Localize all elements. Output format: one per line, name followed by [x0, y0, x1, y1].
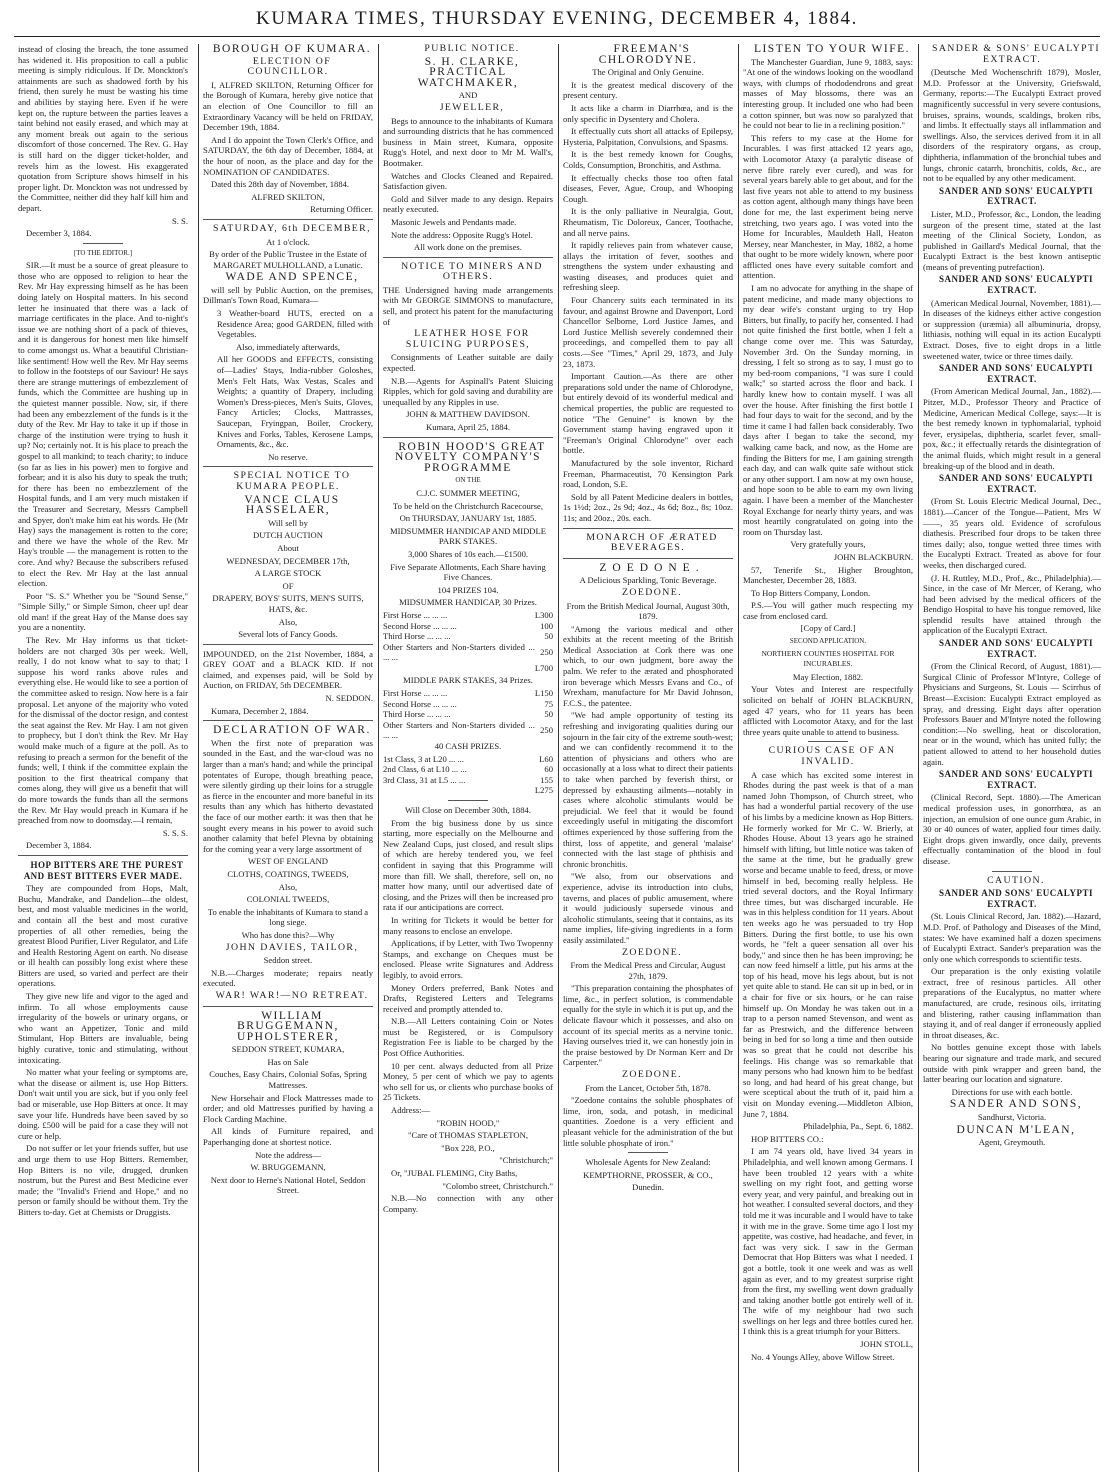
prize-table-heading: MIDDLE PARK STAKES, 34 Prizes. [403, 675, 533, 686]
ad-text: In writing for Tickets it would be better for many reasons to enclose an envelope. [383, 914, 553, 936]
ad-text: (From St. Louis Electric Medical Journal, Dec., 1881).—Cancer of the Tongue—Patient, Mrs W——, 35 years old. Evidence of scrofulous diathesis. Prescribed four drops to be taken three times daily; also, tongue wetted three times with the Eucalypti Extract. Treated as above for four weeks, then discharged cured. [923, 496, 1101, 570]
ad-text: Do not suffer or let your friends suffer, but use and urge them to use Hop Bitters. Remember, Hop Bitters is no vile, drugged, drunken nostrum, but the Purest and Best Medicine ever made; the "Invalid's Friend and Hope," and no person or family should be without them. Try the Bitters to-day. Get at Chemists or Druggists. [18, 1143, 188, 1217]
robin-hood-heading: ROBIN HOOD'S GREAT NOVELTY COMPANY'S PROGRAMME [394, 440, 546, 474]
to-the-editor: [TO THE EDITOR.] [73, 248, 133, 257]
divider [203, 466, 373, 467]
prize-label: Second Horse ... ... ... [383, 698, 457, 709]
zoedone-subheading: ZOEDONE. [622, 946, 682, 958]
sale-items [217, 354, 373, 449]
ad-text: "This preparation containing the phosphates of lime, &c., in perfect solution, is commendable equally for the style in which it is put up, and the delicate flavour which it possesses, and also on account of its special merits as a nervine tonic. Having ourselves tried it, we can honestly join in the praise bestowed by Dr Norman Kerr and Dr Carpenter." [563, 983, 733, 1068]
prize-total: L700 [534, 662, 553, 673]
sander-subheading: SANDER AND SONS' EUCALYPTI EXTRACT. [939, 185, 1093, 207]
ad-text: "Colombo street, Christchurch." [442, 1180, 553, 1191]
ad-text: 3,000 Shares of 10s each.—£1500. [407, 548, 529, 559]
ad-text: ON THE [455, 476, 481, 485]
ad-text: 57, Tenerife St., Higher Broughton, Manchester, December 28, 1883. [743, 564, 913, 586]
ad-text: Seddon street. [263, 955, 313, 966]
ad-text: 104 PRIZES 104. [437, 584, 499, 595]
divider [383, 437, 553, 438]
ad-text: N.B.—Agents for Aspinall's Patent Sluicing Ripples, which for gold saving and durability are unequalled by any Ripples in use. [383, 375, 553, 407]
notice-text: Will sell by [268, 517, 308, 528]
sander-subheading: SANDER AND SONS' EUCALYPTI EXTRACT. [939, 888, 1093, 909]
prize-value: 250 [540, 646, 553, 657]
ad-text: A Delicious Sparkling, Tonic Beverage. [579, 575, 717, 586]
prize-value: 100 [540, 620, 553, 631]
ad-text: JEWELLER, [439, 101, 505, 113]
ad-text: Who has done this?—Why [241, 929, 335, 940]
ad-text: On THURSDAY, JANUARY 1st, 1885. [399, 513, 537, 524]
ad-text: "Among the various medical and other exhibits at the recent meeting of the British Medical Association at Cork there was one which, to our own judgment, bore away the palm. We refer to the ærated and phosphorated iron beverage which Messrs Evans and Co., of Wrexham, manufacture for Mr David Johnson, F.C.S., the patentee. [563, 623, 733, 708]
sander-heading: SANDER & SONS' EUCALYPTI EXTRACT. [931, 44, 1100, 65]
tailor-name: JOHN DAVIES, TAILOR, [225, 941, 359, 953]
ad-text: Wholesale Agents for New Zealand: [585, 1157, 711, 1168]
prize-value: 75 [544, 698, 553, 709]
ad-text: To Hop Bitters Company, London. [751, 587, 871, 598]
masthead-rule [14, 36, 1100, 37]
notice-text: A LARGE STOCK [254, 568, 322, 579]
hop-bitters-heading: HOP BITTERS ARE THE PUREST AND BEST BITTERS EVER MADE. [23, 859, 184, 881]
ad-text: JOHN STOLL, [860, 1339, 913, 1350]
newspaper-columns [18, 44, 1100, 1472]
ad-text: It is the greatest medical discovery of the present century. [563, 79, 733, 101]
sander-signature: SANDER AND SONS, [949, 1098, 1083, 1111]
ad-text: I am no advocate for anything in the shape of patent medicine, and made many objections to my dear wife's constant urging to try Hop Bitters, but finally, to pacify her, consented. I had not quite finished the first bottle, when I felt a change come over me. This was Saturday, November 3rd. On the Sunday morning, in dressing, I felt so strong as to say, I must go to my bed-room companions, "I was sure I could walk;" so started across the floor and back. I hardly knew how to contain myself. I was all over the house. After finishing the first bottle I had four days to wait for the second, and by the time it came I had fallen back considerably. Two days after I began to take the second, my walking came back, and now, as the Home are finding the Bitters for me, I am gaining strength each day, and can walk quite safe without stick or any other support. I am now at my own house, and hope soon to be able to earn my own living again. I have been a member of the Manchester Royal Exchange for nearly thirty years, and was most heartily congratulated on going into the room on Thursday last. [743, 283, 913, 537]
letter-signature: S. S. [171, 215, 188, 226]
column-6 [918, 44, 1101, 1472]
ad-text: "We also, from our observations and experience, advise its introduction into clubs, taverns, and places of public amusement, where it would judiciously supersede vinous and alcoholic stimulants, seeing that it contains, as its name implies, life-giving ingredients in a form easily assimilated." [563, 871, 733, 945]
ad-text: Has on Sale [267, 1056, 309, 1067]
prize-value: L60 [539, 753, 553, 764]
ad-text: Lister, M.D., Professor, &c., London, the leading surgeon of the present time, stated at the last meeting of the Clinical Society, London, as published in Gaillard's Medical Journal, that the Eucalypti Extract is the best known antiseptic (means of preventing putrefaction). [923, 208, 1101, 272]
prize-label: First Horse ... ... ... [383, 609, 448, 620]
ad-text: WEST OF ENGLAND [247, 856, 329, 867]
war-slogan: WAR! WAR!—NO RETREAT. [215, 989, 369, 1001]
column-4 [558, 44, 733, 1472]
prize-row [383, 709, 553, 720]
ad-text: 10 per cent. always deducted from all Prize Money, 5 per cent of which we pay to agents who sell for us, or clients who purchase books of 25 Tickets. [383, 1060, 553, 1103]
ad-text: "ROBIN HOOD," [436, 1117, 500, 1128]
ad-text: I am 74 years old, have lived 34 years in Philadelphia, and well known among Germans. I have been troubled 12 years with a white swelling on my right foot, and getting worse every year, and very painful, and breaking out in hot weather. I consulted several doctors, and they told me it was incurable and I would have to take it with me in the grave. Some time ago I lost my appetite, was costive, had headache, and fever, in fact was very sick. I saw in the German Democrat that Hop Bitters was what I needed. I got a bottle, took it one week and was as well again as ever, and to my greatest surprise right from the first, my swelling went down gradually and taking another bottle got entirely well of it. The wife of my neighbour had two such swellings on her legs and three bottles cured her. I think this is a great triumph for your Bitters. [743, 1146, 913, 1337]
ad-text: This refers to my case at the Home for Incurables. I was first attacked 12 years ago, with Locomotor Ataxy (a paralytic disease of nerve fibre rarely ever cured), and was for several years barely able to get about, and for the last five years not able to attend to my business as cotton agent, although many things have been done for me, the last experiment being nerve stretching, two years ago. I was voted into the Home for Incurables, Mauldeth Hall, Heaton Mersey, near Manchester, in May, 1882, a home that ought to be more widely known, where poor afflicted ones have every suitable comfort and attention. [743, 132, 913, 281]
ad-text: All work done on the premises. [414, 242, 522, 253]
ad-text: No matter what your feeling or symptoms are, what the disease or ailment is, use Hop Bitters. Don't wait until you are sick, but if you only feel bad or miserable, use Hop Bitters at once. It may save your life. Hundreds have been saved by so doing. £500 will be paid for a case they will not cure or help. [18, 1067, 188, 1141]
invalid-heading: CURIOUS CASE OF AN INVALID. [768, 745, 896, 767]
prize-label: Other Starters and Non-Starters divided ... ... ... [383, 641, 535, 663]
ad-text: N.B.—All Letters containing Coin or Notes must be Registered, or is Compulsory Registration Fee is liable to be charged by the Post Office Authorities. [383, 1016, 553, 1059]
ad-text: The Original and Only Genuine. [592, 67, 704, 78]
letter-signature: S. S. S. [162, 827, 188, 838]
ad-text: It acts like a charm in Diarrhœa, and is the only specific in Dysentery and Cholera. [563, 102, 733, 124]
divider [203, 1006, 373, 1007]
ad-text: "Box 228, P.O., [441, 1142, 495, 1153]
prize-row [383, 610, 553, 621]
notice-text: DUTCH AUCTION [253, 530, 323, 541]
ad-text: Sandhurst, Victoria. [977, 1112, 1047, 1122]
notice-text: DRAPERY, BOYS' SUITS, MEN'S SUITS, HATS, &c. [212, 593, 364, 614]
bruggemann-heading: WILLIAM BRUGGEMANN, UPHOLSTERER, [236, 1009, 340, 1043]
election-heading: ELECTION OF COUNCILLOR. [247, 55, 332, 78]
ad-text: It is the best remedy known for Coughs, Colds, Consumption, Bronchitis, and Asthma. [563, 149, 733, 170]
ad-text: Philadelphia, Pa., Sept. 6, 1882. [803, 1121, 913, 1132]
ad-text: JOHN BLACKBURN. [833, 551, 913, 562]
ad-text: [Copy of Card.] [800, 623, 856, 634]
prize-row [383, 688, 553, 699]
prize-value: 155 [540, 774, 553, 785]
column-5 [738, 44, 913, 1472]
ad-text: It rapidly relieves pain from whatever cause, allays the irritation of fever, soothes and strengthens the system under exhausting and wasting diseases, and produces quiet and refreshing sleep. [563, 240, 733, 293]
ad-text: Four Chancery suits each terminated in its favour, and against Browne and Davenport, Lord Chancellor Selborne, Lord Justice James, and Lord Justice Mellish severely condemned their proceedings, and compelled them to pay all costs.—See "Times," April 29, 1873, and July 23, 1873. [563, 295, 733, 369]
sander-subheading: SANDER AND SONS' EUCALYPTI EXTRACT. [939, 363, 1093, 384]
notice-text: I, ALFRED SKILTON, Returning Officer for the Borough of Kumara, hereby give notice that an election of One Councillor to fill an Extraordinary Vacancy will be held on FRIDAY, December 19th, 1884. [203, 79, 373, 133]
impounded-name: N. SEDDON. [325, 693, 373, 704]
prize-row [383, 699, 553, 710]
ad-text: May Election, 1882. [792, 671, 864, 682]
letter-text: The Rev. Mr Hay informs us that ticket-holders are not charged 30s per week. Well, really, I do not know what to say to that; I suppose his word ranks above rules and everything else. He would like to see a portion of the committee asked to resign. Now here is a fair proposal. Let anyone of the majority who voted for the dismissal of the doctor resign, and contest the seat against the Rev. Mr Hay. I am not given to prophecy, but I don't think the Rev. Mr Hay would make much of a figure at the poll. As to refusing to preach a sermon for the benefit of the funds; well, I think if the committee explain the position to the first theatrical company that comes along, they will give us a benefit that will do more towards the funds than all the sermons the Rev. Mr Hay would preach in Kumara if he preached from now to doomsday.—I remain, [18, 635, 188, 826]
ad-source: From the Medical Press and Circular, August 27th, 1879. [570, 960, 726, 981]
ad-text: It is the only palliative in Neuralgia, Gout, Rheumatism, Tic Doloreux, Cancer, Toothache, and all nerve pains. [563, 206, 733, 238]
ad-text: Your Votes and Interest are respectfully solicited on behalf of JOHN BLACKBURN, aged 47 years, who for 11 years has been afflicted with Locomotor Ataxy, and for the last three years quite unable to attend to business. [743, 684, 913, 737]
ad-text: Directions for use with each bottle. [951, 1086, 1073, 1097]
war-heading: DECLARATION OF WAR. [213, 724, 371, 737]
ad-text: KEMPTHORNE, PROSSER, & CO., [583, 1169, 713, 1180]
ad-text: Money Orders preferred, Bank Notes and Drafts, Registered Letters and Telegrams received and promptly attended to. [383, 982, 553, 1014]
letter-date: December 3, 1884. [26, 228, 92, 239]
ad-text: C.J.C. SUMMER MEETING, [416, 487, 520, 498]
prize-value: L150 [534, 688, 553, 699]
prize-label: First Horse ... ... ... [383, 688, 448, 699]
sale-items [217, 308, 373, 340]
agent-location: Agent, Greymouth. [978, 1137, 1046, 1148]
prize-total: L275 [534, 785, 553, 796]
ad-text: THE Undersigned having made arrangements with Mr GEORGE SIMMONS to manufacture, sell, and protect his patent for the manufacturing of [383, 284, 553, 327]
notice-text: will sell by Public Auction, on the premises, Dillman's Town Road, Kumara— [203, 284, 373, 306]
prize-label: Third Horse ... ... ... [383, 631, 451, 642]
sale-date-heading: SATURDAY, 6th DECEMBER, [213, 222, 371, 234]
ad-text: W. BRUGGEMANN, [250, 1162, 326, 1173]
ad-text: The Manchester Guardian, June 9, 1883, says: "At one of the windows looking on the woodland ways, with clumps of rhododendrons and great masses of May blossoms, there was an interesting group. It included one who had been a cotton spinner, but was now so paralyzed that he could not bear to lie in a reclining position." [743, 56, 913, 131]
ad-text: Note the address: Opposite Rugg's Hotel. [391, 229, 533, 240]
ad-text: Our preparation is the only existing volatile extract, free of resinous particles. All other preparations of the Eucalyptus, no matter where manufactured, are crude, resinous oils, irritating and blistering, rather causing inflammation than staying it, and of real danger if erroneously applied in throat diseases, &c. [923, 966, 1101, 1040]
ad-source: From the British Medical Journal, August 30th, 1879. [566, 600, 730, 622]
ad-text: Very gratefully yours, [790, 539, 866, 550]
divider [203, 644, 373, 645]
prize-value: 50 [544, 709, 553, 720]
monarch-heading: MONARCH OF ÆRATED BEVERAGES. [586, 531, 718, 554]
freeman-heading: FREEMAN'S CHLORODYNE. [598, 44, 698, 66]
letter-text: instead of closing the breach, the tone assumed has widened it. His proposition to call a public meeting is simply ridiculous. If Dr. Monckton's attainments are such as shadowed forth by his friend, then surely he must be wasting his time and abilities by staying here. Even if he were kept on, the rupture between the parties leaves a taint behind not easily erased, and which may at any moment break out again to the serious discomfort of those concerned. The Rev. G. Hay is still hard on the digger ticket-holder, and revels him as the lowest. His exaggerated quotation from Scripture shows himself in his proper light. Dr. Monckton was not undressed by the Committee, neither did they half kill him and depart. [18, 44, 188, 213]
ad-text: It effectually checks those too often fatal diseases, Fever, Ague, Croup, and Whooping Cough. [563, 172, 733, 204]
ad-text: New Horsehair and Flock Mattresses made to order; and old Mattresses purified by having a Flock Carding Machine. [203, 1092, 373, 1124]
ad-text: Masonic Jewels and Pendants made. [391, 216, 517, 227]
prize-label: 3rd Class, 31 at L5 ... ... [383, 774, 466, 785]
ad-text: HOP BITTERS CO.: [751, 1133, 824, 1144]
ad-text: They are compounded from Hops, Malt, Buchu, Mandrake, and Dandelion—the oldest, best, and most valuable medicines in the world, and contain all the best and most curative properties of all other remedies, being the greatest Blood Purifier, Liver Regulator, and Life and Health Restoring Agent on earth. No disease or ill health can possibly long exist where these Bitters are used, so varied and perfect are their operations. [18, 883, 188, 989]
ad-text: Five Separate Allotments, Each Share having Five Chances. [390, 561, 546, 583]
officer-name: ALFRED SKILTON, [251, 191, 325, 202]
zoedone-subheading: ZOEDONE. [622, 586, 682, 598]
ad-text: When the first note of preparation was sounded in the East, and the war-cloud was no larger than a man's hand; and while the principal potentates of Europe, though breathing peace, were silently girding up their loins for a struggle as fierce in the encounter and more baneful in its results than any which has hitherto devastated the face of our mother earth: it was then that he sought every means in his power to avoid such another calamity that befel Plevna by obtaining for the coming year a very large assortment of [203, 737, 373, 854]
letter-date: December 3, 1884. [26, 840, 92, 851]
ad-text: "Christchurch;" [499, 1155, 553, 1166]
prize-value: 250 [540, 725, 553, 736]
notice-text: OF [282, 580, 294, 591]
prize-row [383, 764, 553, 775]
ad-text: (From the Clinical Record, of August, 1881).—Surgical Clinic of Professor M'Intyre, College of Physicians and Surgeons, St. Louis — Scirrhus of Breast—Excision: Eucalypti Extract employed as spray, and dressing. Eight days after operation Professors Bauer and M'Intyre noted the following condition:—No swelling, heat or discoloration, near or in the wound, which has united fully; the patient allowed to attend to her household duties again. [923, 661, 1101, 767]
ad-text: COLONIAL TWEEDS, [246, 894, 330, 905]
notice-text: Also, [278, 616, 298, 627]
sale-time: At 1 o'clock. [266, 236, 310, 247]
ad-text: N.B.—Charges moderate; repairs neatly executed. [203, 967, 373, 989]
ad-text: (J. H. Ruttley, M.D., Prof., &c., Philadelphia).—Since, in the case of Mr Mercer, of Kerang, who had been advised by the medical officers of the Bendigo Hospital to have his tongue removed, like splendid results have attained through the application of the Eucalypti Extract. [923, 572, 1101, 636]
column-1 [18, 44, 188, 1472]
sale-item: All her GOODS and EFFECTS, consisting of—Ladies' Stays, India-rubber Goloshes, Men's Felt Hats, Wax Vestas, Scales and Weights; a quantity of Drapery, including Women's Dress-pieces, Men's Suits, Gloves, Fancy Articles; Clocks, Mattrasses, Saucepan, Fryingpan, Boiler, Crockery, Knives and Forks, Tables, Kerosene Lamps, Ornaments, &c., &c. [217, 354, 373, 450]
prize-value: L300 [534, 609, 553, 620]
prize-row [383, 642, 553, 663]
masthead: KUMARA TIMES, THURSDAY EVENING, DECEMBER 4, 1884. [256, 8, 858, 29]
divider [992, 871, 1032, 872]
public-notice-heading: PUBLIC NOTICE. [424, 44, 520, 54]
ad-text: Manufactured by the sole inventor, Richard Freeman, Pharmaceutist, 70 Kensington Park road, London, S.E. [563, 457, 733, 490]
ad-text: N.B.—No connection with any other Company. [383, 1193, 553, 1214]
ad-text: Also, [278, 881, 298, 892]
letter-text: SIR.—It must be a source of great pleasure to those who are opposed to religion to hear the Rev. Mr Hay expressing himself as he has been doing lately on Hospital matters. In his second letter he insinuated that there was a lack of marriage certificates in the place. And to-night's issue we are nothing short of a pack of thieves, and it is dangerous for honest men like himself to come amongst us. What a beautiful Christian-like sentiment! How well the Rev. Mr Hay seems to follow in the footsteps of our Saviour! He says there are strange mutterings of embezzlement of funds, which the Committee are hushing up in the quietest manner possible. Now, sir, if there had been any embezzlement of the funds is it the duty of the Rev. Mr Hay to take it up if those in charge of the institution were trying to hush it up? No; certainly not. It is his place to preach the gospel to all mankind; to teach charity; to induce (so far as lies in his power) men to forgive and forbear; and it is also his duty to speak the truth; for there has been no embezzlement of the Hospital funds, and I am very much mistaken if the Treasurer and Secretary, Messrs Campbell and Spyer, don't make him eat his words. He (Mr Hay) says the management is rotten to the core; and there we have the whole of the Rev. Mr Hay's trouble — the management is rotten to the core. And why? Because the subscribers refused to elect the Rev. Mr Hay at the last annual election. [18, 260, 188, 589]
borough-heading: BOROUGH OF KUMARA. [212, 44, 372, 55]
ad-text: MIDSUMMER HANDICAP AND MIDDLE PARK STAKES. [389, 525, 547, 547]
sander-subheading: SANDER AND SONS' EUCALYPTI EXTRACT. [939, 274, 1093, 296]
ad-text: CLOTHS, COATINGS, TWEEDS, [227, 868, 349, 879]
ad-text: From the big business done by us since starting, more especially on the Melbourne and New Zealand Cups, just closed, and result slips of which are hereby tendered you, we feel confident in saying that this Programme will more than fill. We shall, therefore, sell on, no matter how many, until our advertised date of closing, and the Prizes will then be increased pro rata if our anticipations are correct. [383, 817, 553, 913]
column-3 [378, 44, 553, 1472]
divider [203, 219, 373, 220]
ad-text: "Zoedone contains the soluble phosphates of lime, iron, soda, and potash, in medicinal quantities. Zoedone is a very efficient and pleasant vehicle for the administration of the but little soluble phosphate of iron." [563, 1095, 733, 1148]
prize-row [383, 754, 553, 765]
ad-text: (Clinical Record, Sept. 1880).—The American medical profession uses, in gonorrhœa, as an injection, an emulsion of one ounce gum Arabic, in 30 or 40 ounces of water, applied four times daily. Eight drops given inwardly, once daily, prevents effectually contamination of the blood in foul disease. [923, 792, 1101, 866]
ad-text: No. 4 Youngs Alley, above Willow Street. [751, 1351, 895, 1362]
ad-text: All kinds of Furniture repaired, and Paperhanging done at shortest notice. [203, 1126, 373, 1148]
special-notice-heading: SPECIAL NOTICE TO KUMARA PEOPLE. [233, 470, 351, 492]
vance-heading: VANCE CLAUS HASSELAER, [244, 493, 340, 517]
ad-text: (From American Medical Journal, Jan., 1882).—Pitzer, M.D., Professor Theory and Practice of Medicine, American Medical College, says:—It is the best remedy known in typhomalarial, typhoid fever, erysipelas, diphtheria, scarlet fever, small-pox, &c.; it effectually retards the disintegration of the animal fluids, which might result in a general breaking-up of the blood and in death. [923, 386, 1101, 471]
ad-text: Next door to Herne's National Hotel, Seddon Street. [210, 1174, 366, 1196]
notice-text: Also, immediately afterwards, [235, 341, 341, 352]
prize-row [383, 621, 553, 632]
zoedone-subheading: ZOEDONE. [622, 1069, 682, 1081]
ad-text: No bottles genuine except those with labels bearing our signature and trade mark, and secured outside with pink wrapper and green band, the latter bearing our location and signature. [923, 1042, 1101, 1085]
prize-label: Other Starters and Non-Starters divided ... ... ... [383, 719, 535, 741]
listen-wife-heading: LISTEN TO YOUR WIFE. [753, 44, 911, 55]
column-2 [198, 44, 373, 1472]
ad-text: Or, "JUBAL FLEMING, City Baths, [391, 1168, 518, 1178]
prize-label: 1st Class, 3 at L20 ... ... [383, 753, 464, 764]
ad-text: A case which has excited some interest in Rhodes during the past week is that of a man named John Thompson, of Church street, who has had a wonderful partial recovery of the use of his limbs by a medicine known as Hop Bitters. He formerly worked for Mr C. W. Brierly, at Rhodes House. About 13 years ago he strained himself with lifting, but little notice was taken of the same at the time, but he gradually grew worse and became unable to feed, dress, or move himself in bed, becoming really helpless. He tried several doctors, and the Royal Infirmary three times, but was discharged incurable. He was in this helpless condition for 11 years. About ten weeks ago he was persuaded to try Hop Bitters. During the first bottle, to use his own words, he "felt a queer sensation all over his body," and since then he has been improving; he can now feed himself a little, put his arms at the top of his head, move his legs about, but is not yet quite able to stand. He can sit up in bed, or in a chair for five or six hours, or he can raise himself up. On Monday he was taken out in a trap to a person named Stevenson, and went as far as Prestwich, and the difference between being in bed for so long a time and then outside was so great that he could not describe his feelings. His change was so remarkable that many persons who had known him to be bedfast so long, and had heard of his great change, but were sceptical about the truth of it, paid him a visit on Monday evening.—Middleton Albion, June 7, 1884. [743, 769, 913, 1119]
zoedone-heading: ZOEDONE. [599, 561, 705, 574]
ad-text: (American Medical Journal, November, 1881).—In diseases of the kidneys either active congestion or suppression (uræmia) all albuminuria, dropsy, lithiasis, nothing will equal in its action Eucalypti Extract. Doses, five to eight drops in a little sweetened water, twice or three times daily. [923, 297, 1101, 361]
divider [808, 741, 848, 742]
ad-text: Couches, Easy Chairs, Colonial Sofas, Spring Mattresses. [209, 1069, 367, 1091]
ad-text: SECOND APPLICATION. [789, 637, 867, 646]
ad-text: Note the address— [255, 1149, 321, 1160]
ad-text: Dunedin. [632, 1182, 664, 1193]
ad-text: Will Close on December 30th, 1884. [405, 805, 531, 815]
ad-text: NORTHERN COUNTIES HOSPITAL FOR INCURABLES. [761, 648, 895, 669]
notice-text: Dated this 28th day of November, 1884. [211, 179, 350, 190]
ad-text: Gold and Silver made to any design. Repairs neatly executed. [383, 193, 553, 215]
ad-text: SEDDON STREET, KUMARA, [231, 1044, 345, 1055]
prize-row [383, 720, 553, 741]
officer-role: Returning Officer. [310, 204, 373, 215]
divider [563, 528, 733, 529]
divider [83, 243, 123, 244]
ad-text: To enable the inhabitants of Kumara to stand a long siege. [207, 906, 369, 928]
ad-text: (Deutsche Med Wochenschrift 1879), Mosler, M.D. Professor at the University, Griefswald, Germany, reports:—The Eucalypti Extract proved magnificently successful in very severe contusions, bruises, sprains, wounds, scaldings, broken ribs, and limbs. It effectually stays all inflammation and swellings. Also, the services derived from it in all disorders of the respiratory organs, as croup, diphtheria, inflammation of the bronchial tubes and lungs, chronic catarrh, bronchitis, colds, &c., are not to be equalled by any other medicament. [923, 67, 1101, 184]
ad-text: Important Caution.—As there are other preparations sold under the name of Chlorodyne, but entirely devoid of its wonderful medical and chemical properties, the public are requested to notice "The Genuine" is known by the Government stamp having engraved upon it "Freeman's Original Chlorodyne" over each bottle. [563, 371, 733, 456]
prize-table-heading: 40 CASH PRIZES. [434, 741, 502, 752]
prize-table-heading: MIDSUMMER HANDICAP, 30 Prizes. [399, 597, 537, 608]
prize-table-cash [383, 754, 553, 786]
prize-row [383, 631, 553, 642]
prize-row [383, 775, 553, 786]
wade-spence-heading: WADE AND SPENCE, [225, 271, 359, 284]
prize-label: 2nd Class, 6 at L10 ... ... [383, 764, 467, 775]
sander-subheading: SANDER AND SONS' EUCALYPTI EXTRACT. [939, 638, 1093, 659]
caution-heading: CAUTION. [987, 874, 1045, 886]
notice-text: About [277, 542, 299, 553]
ad-text: Kumara, April 25, 1884. [425, 422, 510, 432]
ad-text: AND [458, 90, 478, 101]
divider [18, 855, 188, 856]
divider [203, 720, 373, 721]
notice-text: And I do appoint the Town Clerk's Office, and SATURDAY, the 6th day of December, 1884, at the hour of noon, as the place and day for the NOMINATION OF CANDIDATES. [203, 134, 373, 177]
ad-text: It effectually cuts short all attacks of Epilepsy, Hysteria, Palpitation, Convulsions, and Spasms. [563, 126, 733, 147]
prize-value: 50 [544, 631, 553, 642]
divider [448, 800, 488, 801]
ad-text: To be held on the Christchurch Racecourse, [393, 500, 543, 511]
divider [628, 1152, 668, 1153]
miners-heading: NOTICE TO MINERS AND OTHERS. [401, 260, 543, 283]
impounded-date: Kumara, December 2, 1884. [211, 705, 309, 716]
ad-text: (St. Louis Clinical Record, Jan. 1882).—Hazard, M.D. Prof. of Pathology and Diseases of the Mind, states: We have examined half a dozen specimens of Eucalypti Extract. Sander's preparation was the only one which corresponds to scientific tests. [923, 911, 1101, 964]
clarke-heading: S. H. CLARKE, PRACTICAL WATCHMAKER, [417, 55, 520, 89]
ad-text: Sold by all Patent Medicine dealers in bottles, 1s 1½d; 2oz., 2s 9d; 4oz., 4s 6d; 8oz., 8s; 10oz. 11s; and 20oz., 20s. each. [563, 491, 733, 523]
sander-subheading: SANDER AND SONS' EUCALYPTI EXTRACT. [939, 473, 1093, 494]
ad-text: Address:— [391, 1105, 431, 1116]
notice-text: No reserve. [268, 451, 308, 462]
ad-text: Watches and Clocks Cleaned and Repaired. Satisfaction given. [383, 170, 553, 192]
sale-item: 3 Weather-board HUTS, erected on a Residence Area; good GARDEN, filled with Vegetables. [217, 308, 373, 340]
prize-label: Second Horse ... ... ... [383, 620, 457, 631]
ad-text: Applications, if by Letter, with Two Twopenny Stamps, and exchange on Cheques must be enclosed. Please write Signatures and Address legibly, to avoid errors. [383, 938, 553, 980]
notice-text: Several lots of Fancy Goods. [238, 629, 338, 640]
ad-text: "We had ample opportunity of testing its refreshing and invigorating qualities during our sojourn in the fair city of the extreme south-west; and we can confidently recommend it to the attention of physicians and others who are occasionally at a loss what to direct their patients to take when parched by feverish thirst, or depressed by exhausting ailments—notably in cases where alcoholic stimulants would be prejudicial. We feel that it would be found exceedingly useful in mitigating the discomfort oftimes experienced by those suffering from the thirst, loss of appetite, and general 'malaise' connected with the last stage of phthisis and chronic bronchitis. [563, 710, 733, 869]
ad-text: JOHN & MATTHEW DAVIDSON. [406, 409, 530, 420]
impounded-notice: IMPOUNDED, on the 21st November, 1884, a GREY GOAT and a BLACK KID. If not claimed, and expenses paid, will be Sold by Auction, on FRIDAY, 5th DECEMBER. [203, 648, 373, 691]
sale-order: By order of the Public Trustee in the Estate of MARGARET MULHOLLAND, a Lunatic. [209, 249, 367, 270]
notice-text: WEDNESDAY, DECEMBER 17th, [226, 555, 350, 566]
ad-text: P.S.—You will gather much respecting my case from enclosed card. [743, 600, 913, 621]
ad-source: From the Lancet, October 5th, 1878. [585, 1082, 711, 1093]
prize-label: Third Horse ... ... ... [383, 709, 451, 720]
ad-text: Consignments of Leather suitable are daily expected. [383, 352, 553, 374]
divider [383, 257, 553, 258]
prize-value: 60 [544, 764, 553, 775]
ad-text: Begs to announce to the inhabitants of Kumara and surrounding districts that he has commenced business in Main street, Kumara, opposite Rugg's Hotel, and next door to Mr M. Wall's, Bootmaker. [383, 115, 553, 168]
divider [563, 558, 733, 559]
hose-heading: LEATHER HOSE FOR SLUICING PURPOSES, [405, 328, 531, 350]
prize-table-middle-park [383, 688, 553, 741]
ad-text: They give new life and vigor to the aged and infirm. To all whose employments cause irregularity of the bowels or urinary organs, or who want an Appetizer, Tonic and mild Stimulant, Hop Bitters are invaluable, being highly curative, tonic and stimulating, without intoxicating. [18, 991, 188, 1065]
sander-subheading: SANDER AND SONS' EUCALYPTI EXTRACT. [939, 769, 1093, 790]
agent-name: DUNCAN M'LEAN, [956, 1123, 1076, 1136]
ad-text: "Care of THOMAS STAPLETON, [408, 1130, 528, 1141]
letter-text: Poor "S. S." Whether you be "Sound Sense," "Simple Silly," or Simple Simon, cheer up! dear old man! if the great Hay of the Manse does say you are a nonentity. [18, 590, 188, 633]
prize-table-midsummer [383, 610, 553, 663]
